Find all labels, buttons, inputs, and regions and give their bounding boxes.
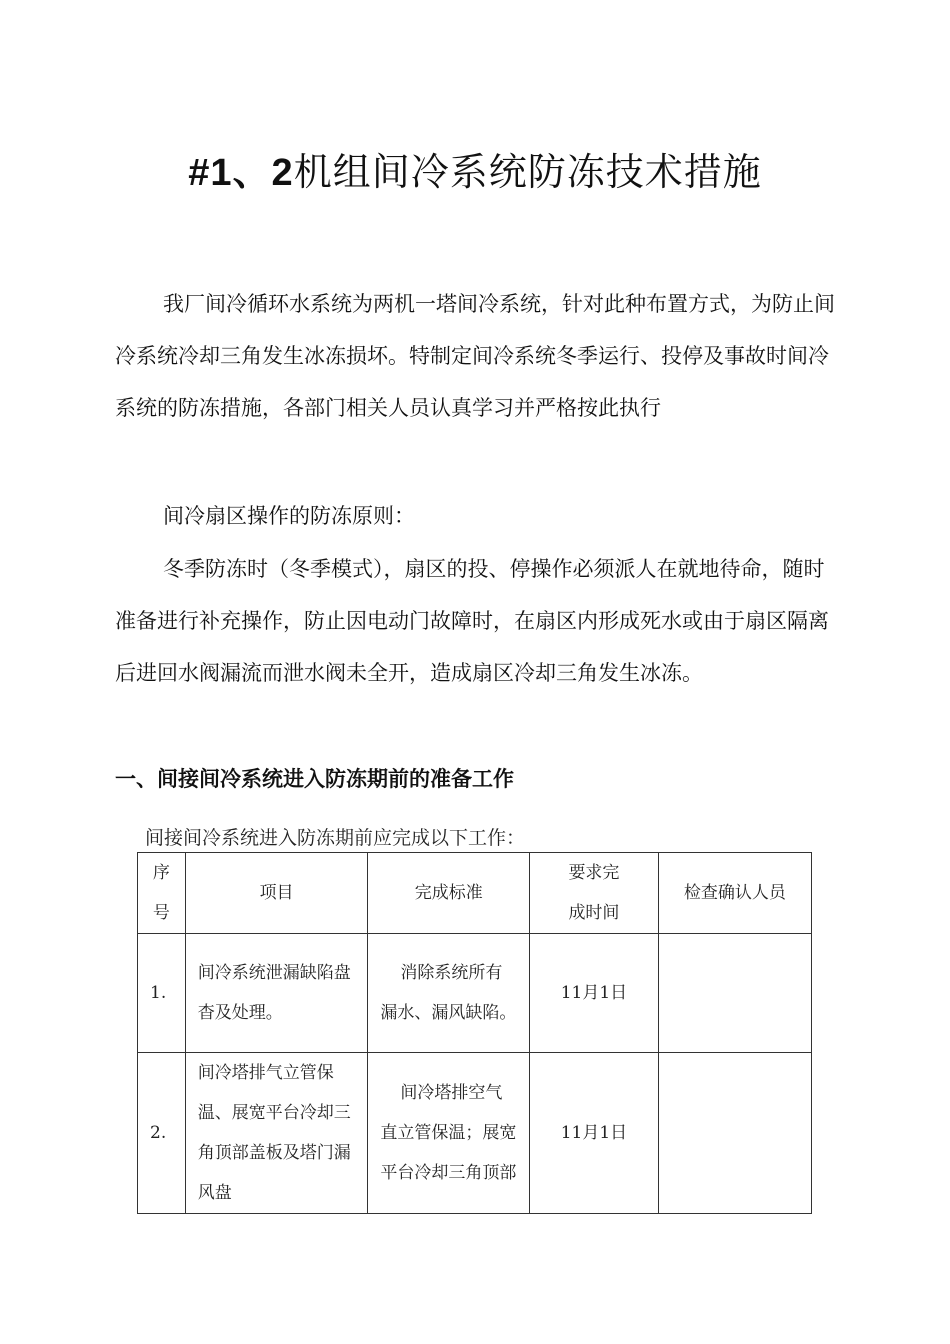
title-text: 机组间冷系统防冻技术措施 <box>293 150 762 194</box>
header-checker: 检查确认人员 <box>658 853 811 934</box>
principle-paragraph <box>115 543 835 699</box>
table-row <box>138 934 812 1053</box>
cell-item: 间冷塔排气立管保温、展宽平台冷却三角顶部盖板及塔门漏风盘 <box>185 1053 368 1214</box>
cell-standard-text: 消除系统所有漏水、漏风缺陷。 <box>380 963 517 1023</box>
intro-paragraph-text: 我厂间冷循环水系统为两机一塔间冷系统，针对此种布置方式，为防止间冷系统冷却三角发生冰冻损坏。特制定间冷系统冬季运行、投停及事故时间冷系统的防冻措施，各部门相关人员认真学习并严格按此执行 <box>115 292 835 420</box>
preparation-table <box>137 852 812 1214</box>
section-1-heading: 一、间接间冷系统进入防冻期前的准备工作 <box>115 767 514 791</box>
header-deadline <box>530 853 659 934</box>
cell-checker <box>658 934 811 1053</box>
header-seq: 序号 <box>138 853 186 934</box>
cell-item: 间冷系统泄漏缺陷盘杳及处理。 <box>185 934 368 1053</box>
cell-deadline: 11月1日 <box>530 934 659 1053</box>
section-1-intro: 间接间冷系统进入防冻期前应完成以下工作： <box>145 827 526 849</box>
title-number: #1、2 <box>188 152 294 194</box>
cell-standard <box>368 1053 530 1214</box>
principle-heading <box>115 490 835 542</box>
cell-checker <box>658 1053 811 1214</box>
principle-heading-text: 间冷扇区操作的防冻原则： <box>163 504 415 528</box>
table-row <box>138 1053 812 1214</box>
header-standard: 完成标准 <box>368 853 530 934</box>
cell-standard <box>368 934 530 1053</box>
cell-deadline: 11月1日 <box>530 1053 659 1214</box>
header-deadline-line2: 成时间 <box>568 903 620 923</box>
cell-seq: 2. <box>138 1053 186 1214</box>
cell-standard-text: 间冷塔排空气直立管保温；展宽平台冷却三角顶部 <box>380 1083 517 1183</box>
document-title <box>0 142 950 203</box>
intro-paragraph <box>115 278 835 434</box>
header-item: 项目 <box>185 853 368 934</box>
table-header-row <box>138 853 812 934</box>
principle-paragraph-text: 冬季防冻时（冬季模式），扇区的投、停操作必须派人在就地待命，随时准备进行补充操作，防止因电动门故障时，在扇区内形成死水或由于扇区隔离后进回水阀漏流而泄水阀未全开，造成扇区冷却三角发生冰冻。 <box>115 557 829 685</box>
cell-seq: 1. <box>138 934 186 1053</box>
header-deadline-line1: 要求完 <box>568 863 620 883</box>
